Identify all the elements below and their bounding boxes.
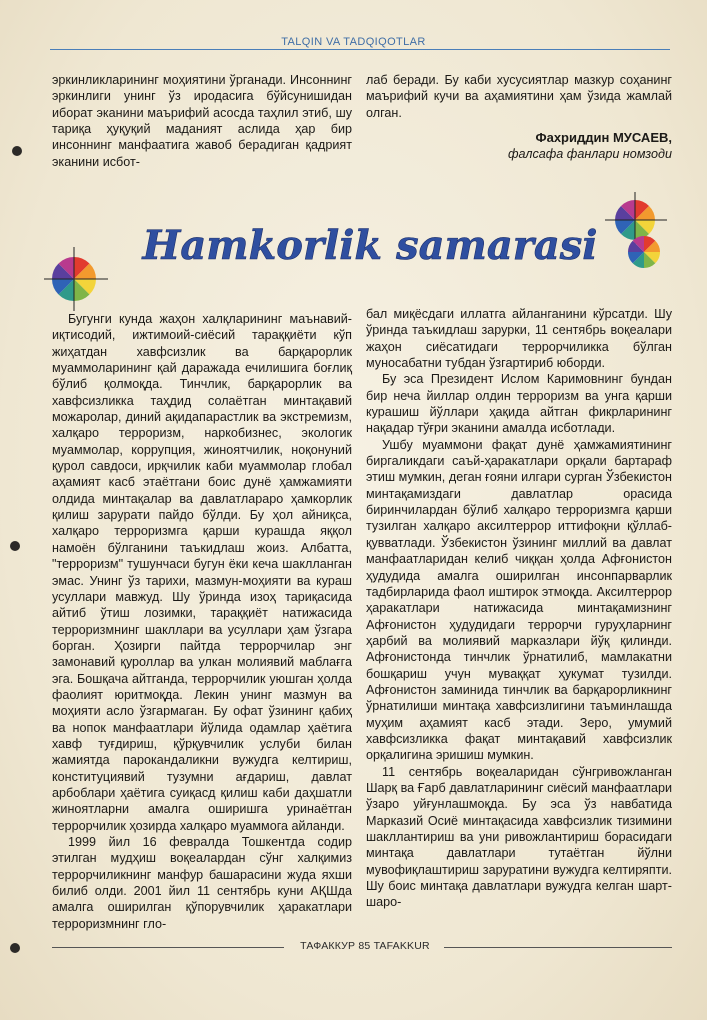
article-body-right-column (366, 306, 672, 911)
paragraph: 11 сентябрь воқеаларидан сўнгривожланган Шарқ ва Ғарб давлатларининг сиёсий манфаатлари ўзаро уйғунлашмоқда. Бу эса ўз навбатида Марказий Осиё минтақасида хавфсизлик тизимини шакллантириш ва уни ривожлантириш борасидаги минтақа давлатлари тутаётган йўлни мувофиқлаштириш заруратини вужудга келтиряпти. Шу боис минтақа давлатлари вужудга келган шарт-шаро- (366, 764, 672, 910)
footer-rule-right (444, 947, 672, 948)
paragraph: Бугунги кунда жаҳон халқларининг маънавий-иқтисодий, ижтимоий-сиёсий тараққиёти кўп жиҳатдан хавфсизлик ва барқарорлик муаммоларининг қай даражада ечилишига боғлиқ бўлиб қолмоқда. Тинчлик, барқарорлик ва хавфсизликка таҳдид солаётган минтақавий можаролар, диний ақидапарастлик ва экстремизм, халқаро терроризм, наркобизнес, экологик муаммолар, коррупция, жиноятчилик, ноқонуний қурол савдоси, ирқчилик каби муаммолар глобал аҳамият касб этаётгани боис дунё ҳамжамияти олдида минтақалар ва давлатлараро ҳамкорлик қилиш зарурати пайдо бўлди. Бу ҳол айниқса, халқаро терроризмга қарши курашда яққол намоён бўлганини таъкидлаш жоиз. Албатта, "терроризм" тушунчаси бугун ёки кеча шаклланган эмас. Унинг ўз тарихи, мазмун-моҳияти ва кураш усуллари мавжуд. Шу ўринда изоҳ тариқасида айтиб ўтиш лозимки, тараққиёт натижасида терроризмнинг шакллари ва усуллари ҳам ўзгара борган. Ҳозирги пайтда террорчилар энг замонавий қуроллар ва улкан молиявий маблағга эга. Бошқача айтганда, террорчилик уюшган ҳолда фаолият юритмоқда. Лекин унинг мазмун ва моҳияти асло ўзгармаган. Бу офат ўзининг қабиҳ ва нопок манфаатлари йўлида одамлар ҳаётига хавф туғдириш, қўрқувчилик услуби билан жамиятда парокандаликни вужудга келтириш, конституциявий тузумни ағдариш, давлат арбоблари ҳаётига суиқасд қилиш каби даҳшатли жиноятларни амалга оширишга уринаётган террорчилик ҳозирда халқаро муаммога айланди. (52, 312, 352, 833)
author-name: Фахриддин МУСАЕВ, (535, 130, 672, 146)
article-title (140, 215, 600, 275)
punch-hole-icon (10, 541, 20, 551)
previous-article-tail-left (52, 72, 352, 170)
paragraph: Ушбу муаммони фақат дунё ҳамжамиятининг биргаликдаги саъй-ҳаракатлари орқали бартараф этиш мумкин, деган ғояни илгари сурган Ўзбекистон минтақамиздаги давлатлар орасида биринчилардан бўлиб халқаро терроризмга қарши тузилган халқаро аксилтеррор иттифоқни қўллаб-қувватлади. Ўзбекистон ўзининг миллий ва давлат манфаатларидан келиб чиққан ҳолда Афғонистон ҳудудида амалга оширилган инсонпарварлик тадбирларида фаол иштирок этмоқда. Аксилтеррор ҳаракатлари натижасида минтақамизнинг Афғонистон ҳудудидаги террорчи гуруҳларнинг ҳарбий ва молиявий марказлари йўқ қилинди. Афғонистонда тинчлик ўрнатилиб, мамлакатни бошқариш учун муваққат ҳукумат тузилди. Афғонистон заминида тинчлик ва барқарорликнинг ўрнатилиши минтақа хавфсизлигини таъминлашда муҳим аҳамият касб этади. Зеро, умумий хавфсизликка фақат минтақавий хавфсизлик орқалигина эришиш мумкин. (366, 437, 672, 763)
paragraph: Бу эса Президент Ислом Каримовнинг бундан бир неча йиллар олдин терроризм ва унга қарши курашиш йўллари ҳақида айтган фикрларининг нақадар тўғри эканини амалда исботлади. (366, 372, 672, 436)
running-header: TALQIN VA TADQIQOTLAR (281, 36, 426, 48)
footer-rule-left (52, 947, 284, 948)
previous-article-tail-right (366, 72, 672, 163)
punch-hole-icon (12, 146, 22, 156)
header-rule (50, 49, 670, 50)
footer-text: ТАФАККУР 85 TAFAKKUR (300, 940, 430, 952)
color-wheel-right-mid-icon (620, 226, 672, 278)
article-body-left-column (52, 311, 352, 932)
author-title: фалсафа фанлари номзоди (508, 147, 672, 162)
paragraph: бал миқёсдаги иллатга айланганини кўрсатди. Шу ўринда таъкидлаш зарурки, 11 сентябрь воқеалари жаҳон сиёсатидаги террорчиликка бўлган муносабатни тубдан ўзгартириб юборди. (366, 307, 672, 371)
page-footer (52, 940, 672, 954)
punch-hole-icon (10, 943, 20, 953)
svg-text:Hamkorlik samarasi: Hamkorlik samarasi (142, 222, 598, 269)
tail-text-left: эркинликларининг моҳиятини ўрганади. Инсоннинг эркинлиги унинг ўз иродасига бўйсунишидан иборат эканини маърифий асосда таҳлил этиб, шу тариқа ҳуқуқий маданият аслида ҳар бир инсоннинг манфаатига жавоб берадиган қадрият эканини исбот- (52, 73, 352, 169)
tail-text-right: лаб беради. Бу каби хусусиятлар мазкур соҳанинг маърифий кучи ва аҳамиятини ҳам ўзида жамлай олган. (366, 73, 672, 120)
color-wheel-left-icon (42, 245, 110, 313)
paragraph: 1999 йил 16 февралда Тошкентда содир этилган мудҳиш воқеалардан сўнг халқимиз террорчиликнинг манфур башарасини жуда яхши билиб олди. 2001 йил 11 сентябрь куни АҚШда амалга оширилган қўпорувчилик ҳаракатлари терроризмнинг гло- (52, 835, 352, 931)
